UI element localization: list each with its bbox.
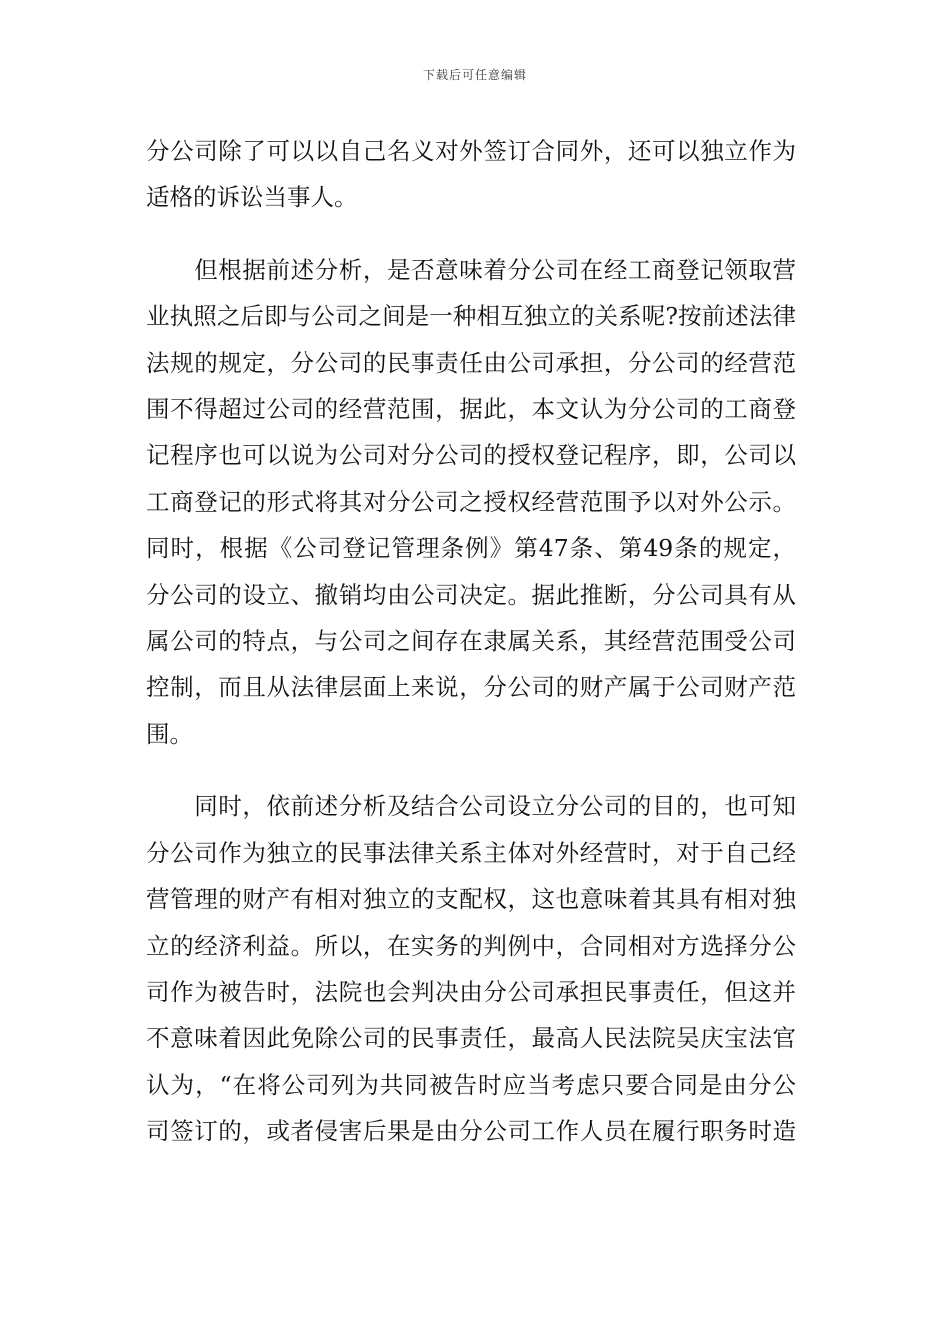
- text-line: 司签订的，或者侵害后果是由分公司工作人员在履行职务时造: [146, 1117, 796, 1146]
- text-line: 同时，依前述分析及结合公司设立分公司的目的，也可知: [146, 792, 796, 821]
- text-line: 分公司的设立、撤销均由公司决定。据此推断，分公司具有从: [146, 580, 796, 609]
- text-line: 分公司除了可以以自己名义对外签订合同外，还可以独立作为: [146, 137, 796, 165]
- text-line: 控制，而且从法律层面上来说，分公司的财产属于公司财产范: [146, 673, 796, 702]
- text-line: 立的经济利益。所以，在实务的判例中，合同相对方选择分公: [146, 931, 796, 960]
- document-body: [146, 128, 796, 1181]
- text-line: 认为，“在将公司列为共同被告时应当考虑只要合同是由分公: [146, 1070, 796, 1099]
- text-line: 但根据前述分析，是否意味着分公司在经工商登记领取营: [146, 255, 796, 284]
- text-line: 不意味着因此免除公司的民事责任，最高人民法院吴庆宝法官: [146, 1024, 796, 1053]
- paragraph-2: [146, 247, 796, 757]
- paragraph-1: [146, 128, 796, 221]
- text-line: 司作为被告时，法院也会判决由分公司承担民事责任，但这并: [146, 977, 796, 1006]
- paragraph-3: [146, 783, 796, 1154]
- text-line: 分公司作为独立的民事法律关系主体对外经营时，对于自己经: [146, 838, 796, 867]
- text-line: 营管理的财产有相对独立的支配权，这也意味着其具有相对独: [146, 885, 796, 914]
- text-line: 适格的诉讼当事人。: [146, 183, 358, 212]
- text-line: 围。: [146, 719, 193, 748]
- text-line: 工商登记的形式将其对分公司之授权经营范围予以对外公示。: [146, 487, 796, 516]
- text-line: 记程序也可以说为公司对分公司的授权登记程序，即，公司以: [146, 441, 796, 470]
- text-line: 业执照之后即与公司之间是一种相互独立的关系呢?按前述法律: [146, 302, 796, 331]
- page-header: 下载后可任意编辑: [422, 68, 527, 82]
- text-line: 法规的规定，分公司的民事责任由公司承担，分公司的经营范: [146, 348, 796, 377]
- text-line: 围不得超过公司的经营范围，据此，本文认为分公司的工商登: [146, 395, 796, 424]
- text-line: 同时，根据《公司登记管理条例》第47条、第49条的规定，: [146, 534, 796, 563]
- text-line: 属公司的特点，与公司之间存在隶属关系，其经营范围受公司: [146, 627, 796, 656]
